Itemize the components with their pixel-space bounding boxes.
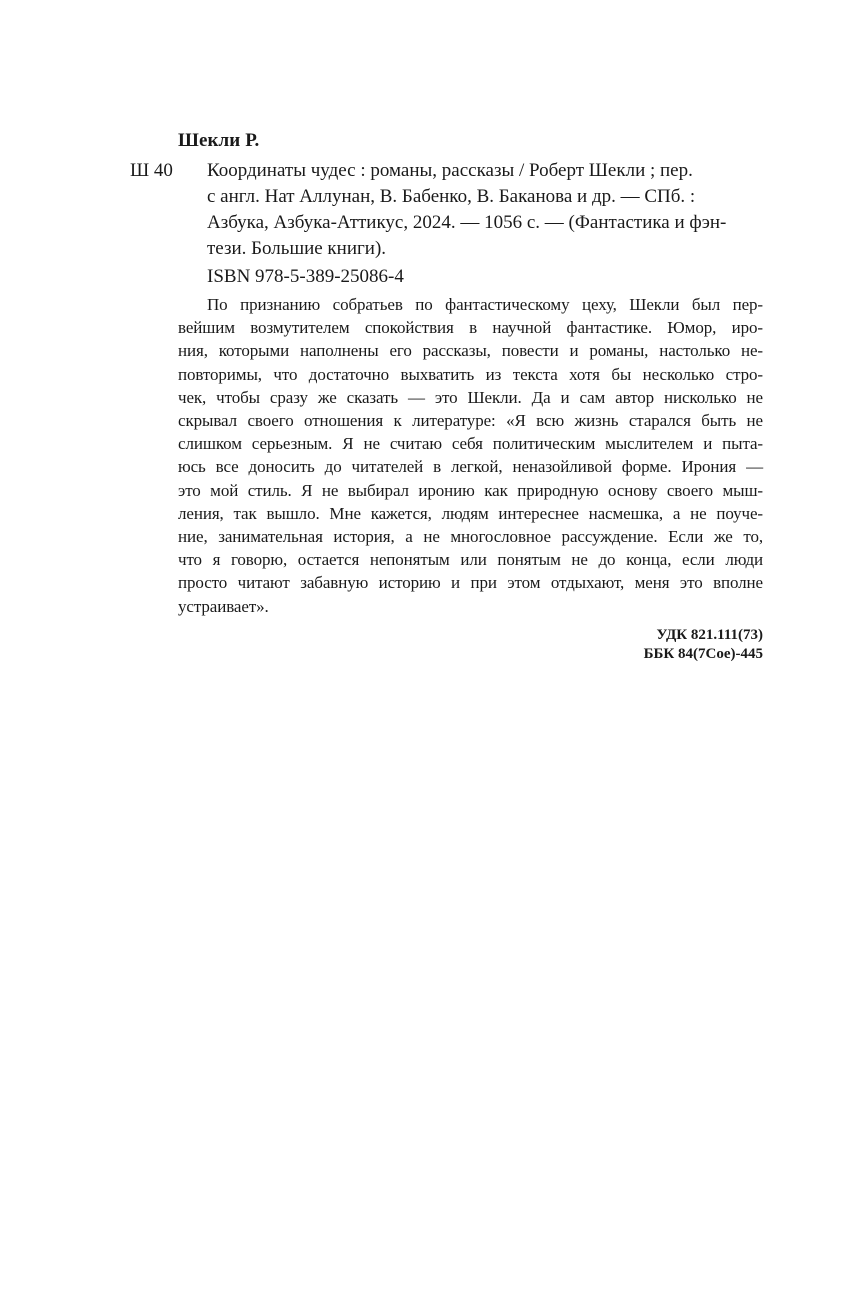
- annotation: [178, 293, 763, 618]
- description-line: с англ. Нат Аллунан, В. Бабенко, В. Баканова и др. — СПб. :: [207, 186, 696, 207]
- annotation-line: юсь все доносить до читателей в легкой, неназойливой форме. Ирония —: [178, 457, 763, 477]
- description-line: тези. Большие книги).: [207, 238, 387, 259]
- bibliographic-description: [207, 158, 763, 262]
- annotation-line: устраивает».: [178, 596, 269, 616]
- annotation-line: слишком серьезным. Я не считаю себя политическим мыслителем и пыта-: [178, 434, 763, 454]
- annotation-line: ления, так вышло. Мне кажется, людям интереснее насмешка, а не поуче-: [178, 503, 763, 523]
- annotation-line: это мой стиль. Я не выбирал иронию как природную основу своего мыш-: [178, 480, 763, 500]
- description-line: Координаты чудес : романы, рассказы / Роберт Шекли ; пер.: [207, 160, 693, 181]
- annotation-line: чек, чтобы сразу же сказать — это Шекли. Да и сам автор нисколько не: [178, 387, 763, 407]
- shelf-index: Ш 40: [130, 160, 173, 181]
- catalog-card: [130, 128, 763, 664]
- isbn: ISBN 978-5-389-25086-4: [207, 266, 404, 287]
- bbk-code: ББК 84(7Сое)-445: [643, 645, 763, 662]
- annotation-line: повторимы, что достаточно выхватить из текста хотя бы несколько стро-: [178, 364, 763, 384]
- annotation-line: ния, которыми наполнены его рассказы, повести и романы, настолько не-: [178, 341, 763, 361]
- annotation-line: просто читают забавную историю и при этом отдыхают, меня это вполне: [178, 573, 763, 593]
- annotation-line: По признанию собратьев по фантастическому цеху, Шекли был пер-: [207, 295, 763, 314]
- annotation-line: вейшим возмутителем спокойствия в научной фантастике. Юмор, иро-: [178, 318, 763, 338]
- description-line: Азбука, Азбука-Аттикус, 2024. — 1056 с. — (Фантастика и фэн-: [207, 212, 727, 233]
- udk-code: УДК 821.111(73): [656, 626, 763, 643]
- annotation-line: ние, занимательная история, а не многословное рассуждение. Если же то,: [178, 527, 763, 547]
- catalog-entry: [130, 158, 763, 262]
- classification-codes: [130, 626, 763, 664]
- annotation-line: скрывал своего отношения к литературе: «Я всю жизнь старался быть не: [178, 411, 763, 431]
- annotation-line: что я говорю, остается непонятым или понятым не до конца, если люди: [178, 550, 763, 570]
- author-heading: Шекли Р.: [178, 130, 260, 151]
